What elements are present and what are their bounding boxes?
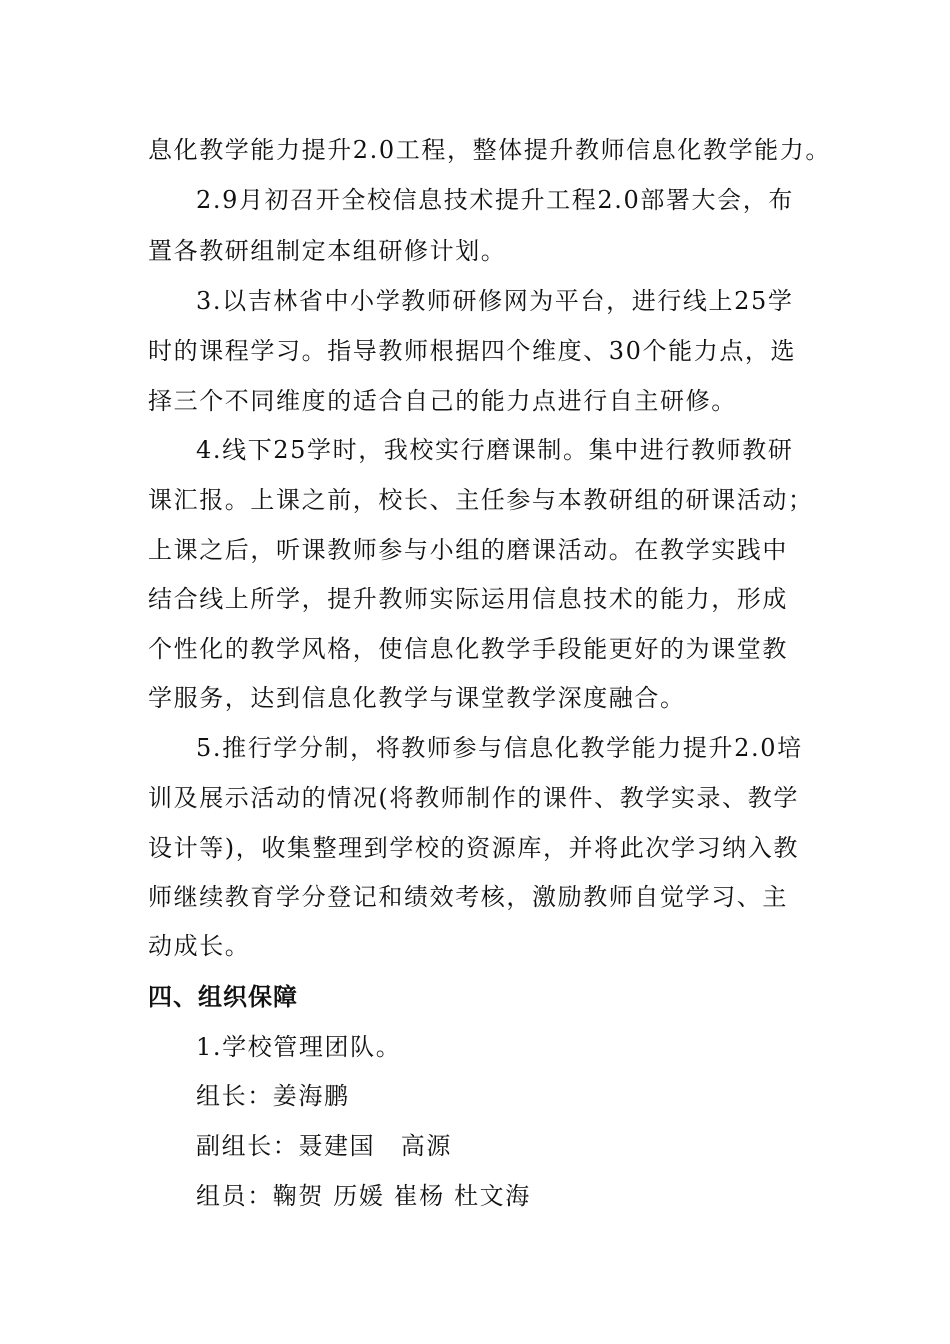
paragraph-line: 2.9月初召开全校信息技术提升工程2.0部署大会，布 <box>196 186 794 214</box>
paragraph-line: 息化教学能力提升2.0工程，整体提升教师信息化教学能力。 <box>148 136 831 164</box>
section-heading: 四、组织保障 <box>148 983 298 1011</box>
paragraph-line: 训及展示活动的情况(将教师制作的课件、教学实录、教学 <box>148 784 799 812</box>
team-title: 1.学校管理团队。 <box>196 1033 402 1061</box>
paragraph-line: 择三个不同维度的适合自己的能力点进行自主研修。 <box>148 387 737 415</box>
paragraph-line: 时的课程学习。指导教师根据四个维度、30个能力点，选 <box>148 337 797 365</box>
paragraph-line: 3.以吉林省中小学教师研修网为平台，进行线上25学 <box>196 287 794 315</box>
team-members: 组员：鞠贺 历媛 崔杨 杜文海 <box>196 1182 531 1210</box>
team-deputy: 副组长：聂建国 高源 <box>196 1132 452 1160</box>
paragraph-line: 课汇报。上课之前，校长、主任参与本教研组的研课活动； <box>148 486 814 514</box>
paragraph-line: 置各教研组制定本组研修计划。 <box>148 237 507 265</box>
paragraph-line: 设计等)，收集整理到学校的资源库，并将此次学习纳入教 <box>148 834 799 862</box>
paragraph-line: 5.推行学分制，将教师参与信息化教学能力提升2.0培 <box>196 734 803 762</box>
paragraph-line: 动成长。 <box>148 932 251 960</box>
paragraph-line: 4.线下25学时，我校实行磨课制。集中进行教师教研 <box>196 436 794 464</box>
paragraph-line: 上课之后，听课教师参与小组的磨课活动。在教学实践中 <box>148 536 788 564</box>
paragraph-line: 师继续教育学分登记和绩效考核，激励教师自觉学习、主 <box>148 883 788 911</box>
paragraph-line: 结合线上所学，提升教师实际运用信息技术的能力，形成 <box>148 585 788 613</box>
team-leader: 组长：姜海鹏 <box>196 1082 350 1110</box>
paragraph-line: 个性化的教学风格，使信息化教学手段能更好的为课堂教 <box>148 635 788 663</box>
paragraph-line: 学服务，达到信息化教学与课堂教学深度融合。 <box>148 684 686 712</box>
